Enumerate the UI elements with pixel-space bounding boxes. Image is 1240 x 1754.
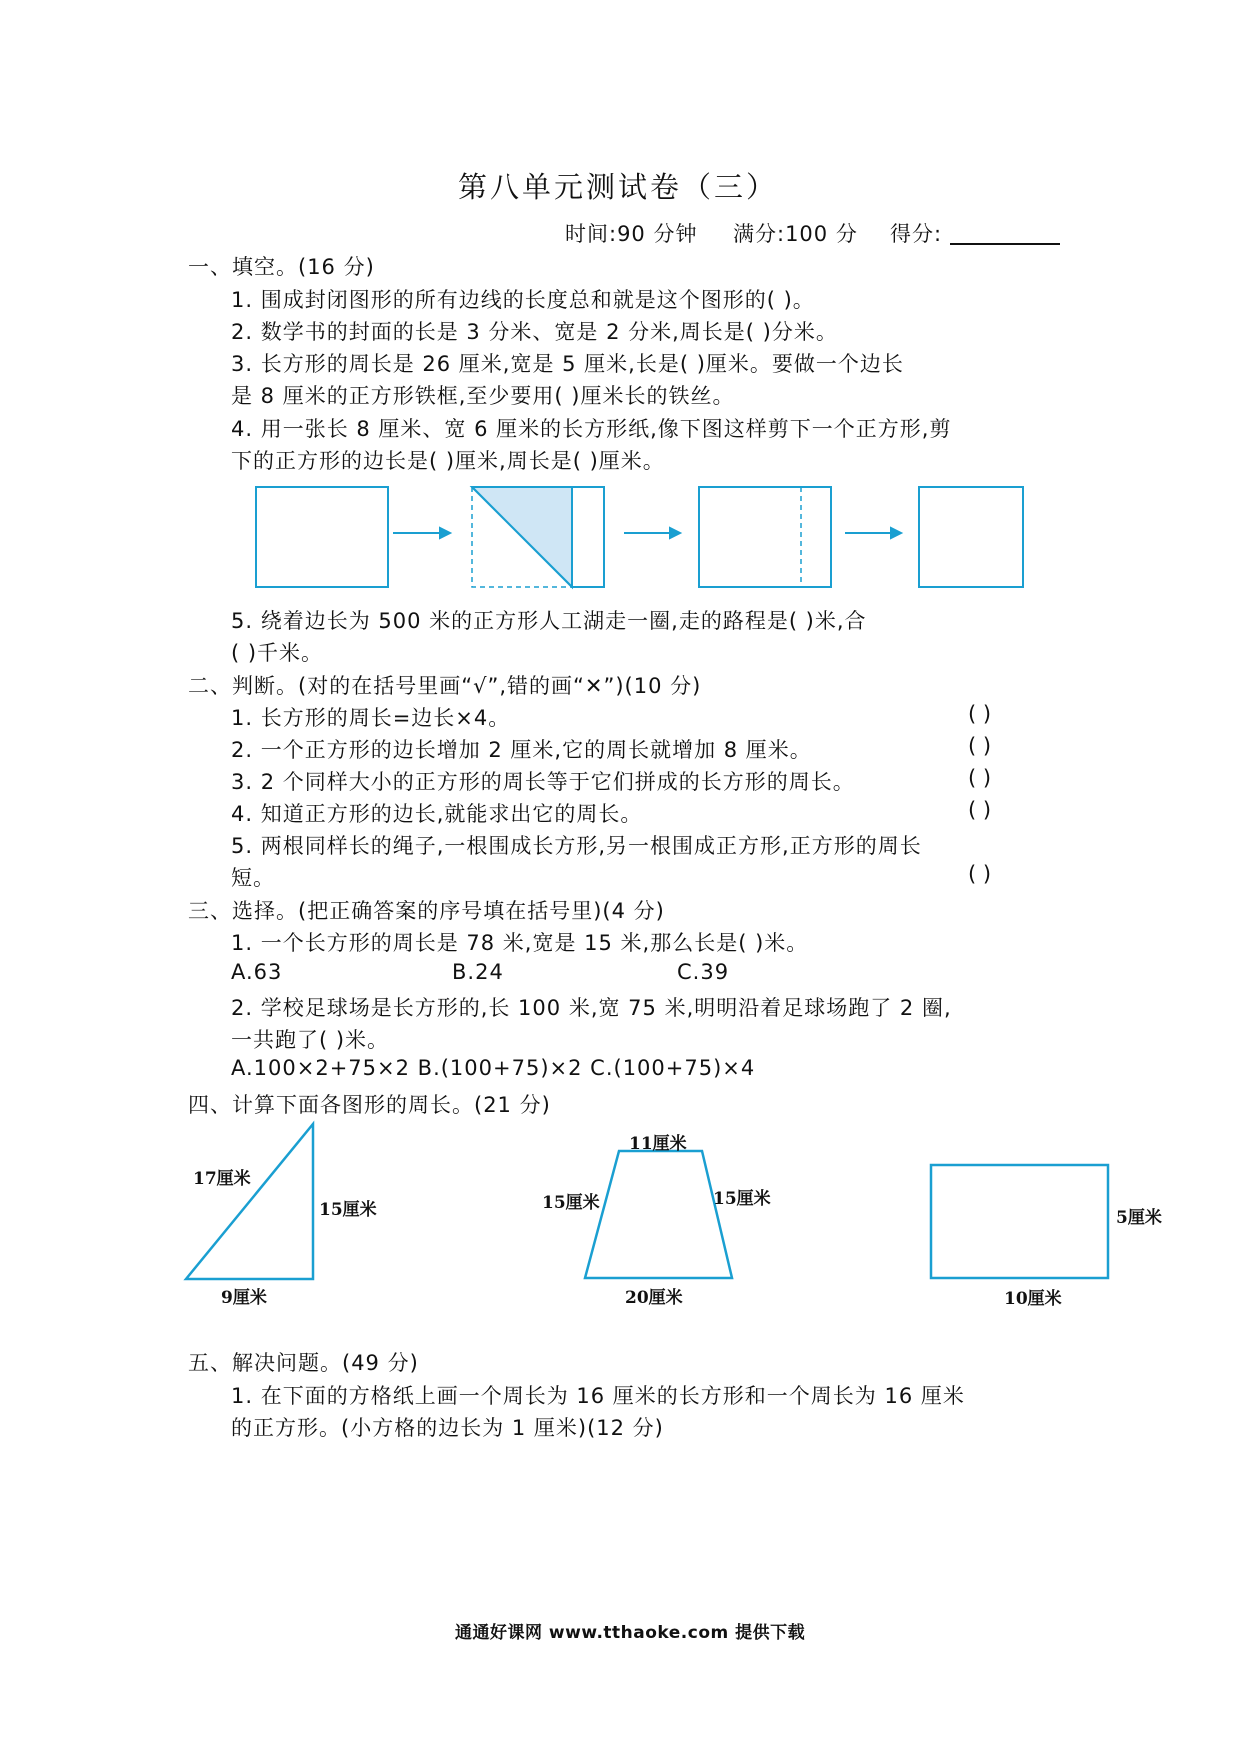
arrow-2	[624, 528, 680, 538]
cut-square	[919, 487, 1023, 587]
sec1-q3-line1: 3. 长方形的周长是 26 厘米,宽是 5 厘米,长是( )厘米。要做一个边长	[231, 352, 904, 376]
sec1-q2: 2. 数学书的封面的长是 3 分米、宽是 2 分米,周长是( )分米。	[231, 320, 838, 344]
sec1-q5-line2: ( )千米。	[231, 641, 324, 665]
arrow-1	[393, 528, 450, 538]
sec2-q2: 2. 一个正方形的边长增加 2 厘米,它的周长就增加 8 厘米。	[231, 738, 812, 762]
original-rectangle	[256, 487, 388, 587]
triangle-base-label: 9厘米	[221, 1288, 267, 1308]
triangle-height-label: 15厘米	[319, 1200, 377, 1220]
sec2-q1-answer[interactable]: ( )	[968, 702, 992, 726]
trapezoid-left-label: 15厘米	[542, 1193, 600, 1213]
remaining-strip	[572, 487, 604, 587]
section-2-heading: 二、判断。(对的在括号里画“√”,错的画“✕”)(10 分)	[188, 674, 702, 698]
section-5-heading: 五、解决问题。(49 分)	[188, 1351, 419, 1375]
exam-time: 时间:90 分钟	[565, 222, 698, 246]
rectangle-side-label: 5厘米	[1116, 1208, 1162, 1228]
unfolded-rectangle	[699, 487, 831, 587]
trapezoid	[585, 1151, 732, 1278]
sec2-q4-answer[interactable]: ( )	[968, 798, 992, 822]
section-4-heading: 四、计算下面各图形的周长。(21 分)	[188, 1093, 551, 1117]
sec2-q2-answer[interactable]: ( )	[968, 734, 992, 758]
sec2-q5-line1: 5. 两根同样长的绳子,一根围成长方形,另一根围成正方形,正方形的周长	[231, 834, 922, 858]
sec1-q3-line2: 是 8 厘米的正方形铁框,至少要用( )厘米长的铁丝。	[231, 384, 735, 408]
score-blank-line[interactable]	[950, 243, 1060, 245]
triangle-hypotenuse-label: 17厘米	[193, 1169, 251, 1189]
full-score: 满分:100 分	[733, 222, 858, 246]
sec2-q5-answer[interactable]: ( )	[968, 862, 992, 886]
right-triangle	[186, 1124, 313, 1279]
page-title: 第八单元测试卷（三）	[458, 170, 779, 204]
sec1-q4-line2: 下的正方形的边长是( )厘米,周长是( )厘米。	[231, 449, 665, 473]
sec3-q2-options: A.100×2+75×2 B.(100+75)×2 C.(100+75)×4	[231, 1056, 756, 1080]
sec3-q1: 1. 一个长方形的周长是 78 米,宽是 15 米,那么长是( )米。	[231, 931, 809, 955]
rectangle-bottom-label: 10厘米	[1004, 1289, 1062, 1309]
trapezoid-top-label: 11厘米	[629, 1134, 687, 1154]
sec3-q2-line1: 2. 学校足球场是长方形的,长 100 米,宽 75 米,明明沿着足球场跑了 2 圈,	[231, 996, 952, 1020]
sec3-q1-option-c: C.39	[677, 960, 730, 984]
sec2-q1: 1. 长方形的周长=边长×4。	[231, 706, 511, 730]
sec3-q2-line2: 一共跑了( )米。	[231, 1028, 390, 1052]
sec2-q5-line2: 短。	[231, 866, 275, 890]
sec1-q5-line1: 5. 绕着边长为 500 米的正方形人工湖走一圈,走的路程是( )米,合	[231, 609, 867, 633]
sec3-q1-option-b: B.24	[452, 960, 504, 984]
sec2-q3: 3. 2 个同样大小的正方形的周长等于它们拼成的长方形的周长。	[231, 770, 855, 794]
sec1-q1: 1. 围成封闭图形的所有边线的长度总和就是这个图形的( )。	[231, 288, 815, 312]
score-label: 得分:	[890, 222, 943, 246]
sec1-q4-line1: 4. 用一张长 8 厘米、宽 6 厘米的长方形纸,像下图这样剪下一个正方形,剪	[231, 417, 952, 441]
perimeter-figures	[0, 1120, 1240, 1310]
sec5-q1-line2: 的正方形。(小方格的边长为 1 厘米)(12 分)	[231, 1416, 664, 1440]
trapezoid-bottom-label: 20厘米	[625, 1288, 683, 1308]
rectangle-figure	[931, 1165, 1108, 1278]
sec2-q4: 4. 知道正方形的边长,就能求出它的周长。	[231, 802, 643, 826]
sec5-q1-line1: 1. 在下面的方格纸上画一个周长为 16 厘米的长方形和一个周长为 16 厘米	[231, 1384, 965, 1408]
sec3-q1-option-a: A.63	[231, 960, 283, 984]
section-1-heading: 一、填空。(16 分)	[188, 255, 375, 279]
cutting-square-diagram	[0, 480, 1240, 610]
sec2-q3-answer[interactable]: ( )	[968, 766, 992, 790]
section-3-heading: 三、选择。(把正确答案的序号填在括号里)(4 分)	[188, 899, 665, 923]
arrow-3	[845, 528, 901, 538]
page-footer: 通通好课网 www.tthaoke.com 提供下载	[455, 1623, 806, 1643]
trapezoid-right-label: 15厘米	[713, 1189, 771, 1209]
